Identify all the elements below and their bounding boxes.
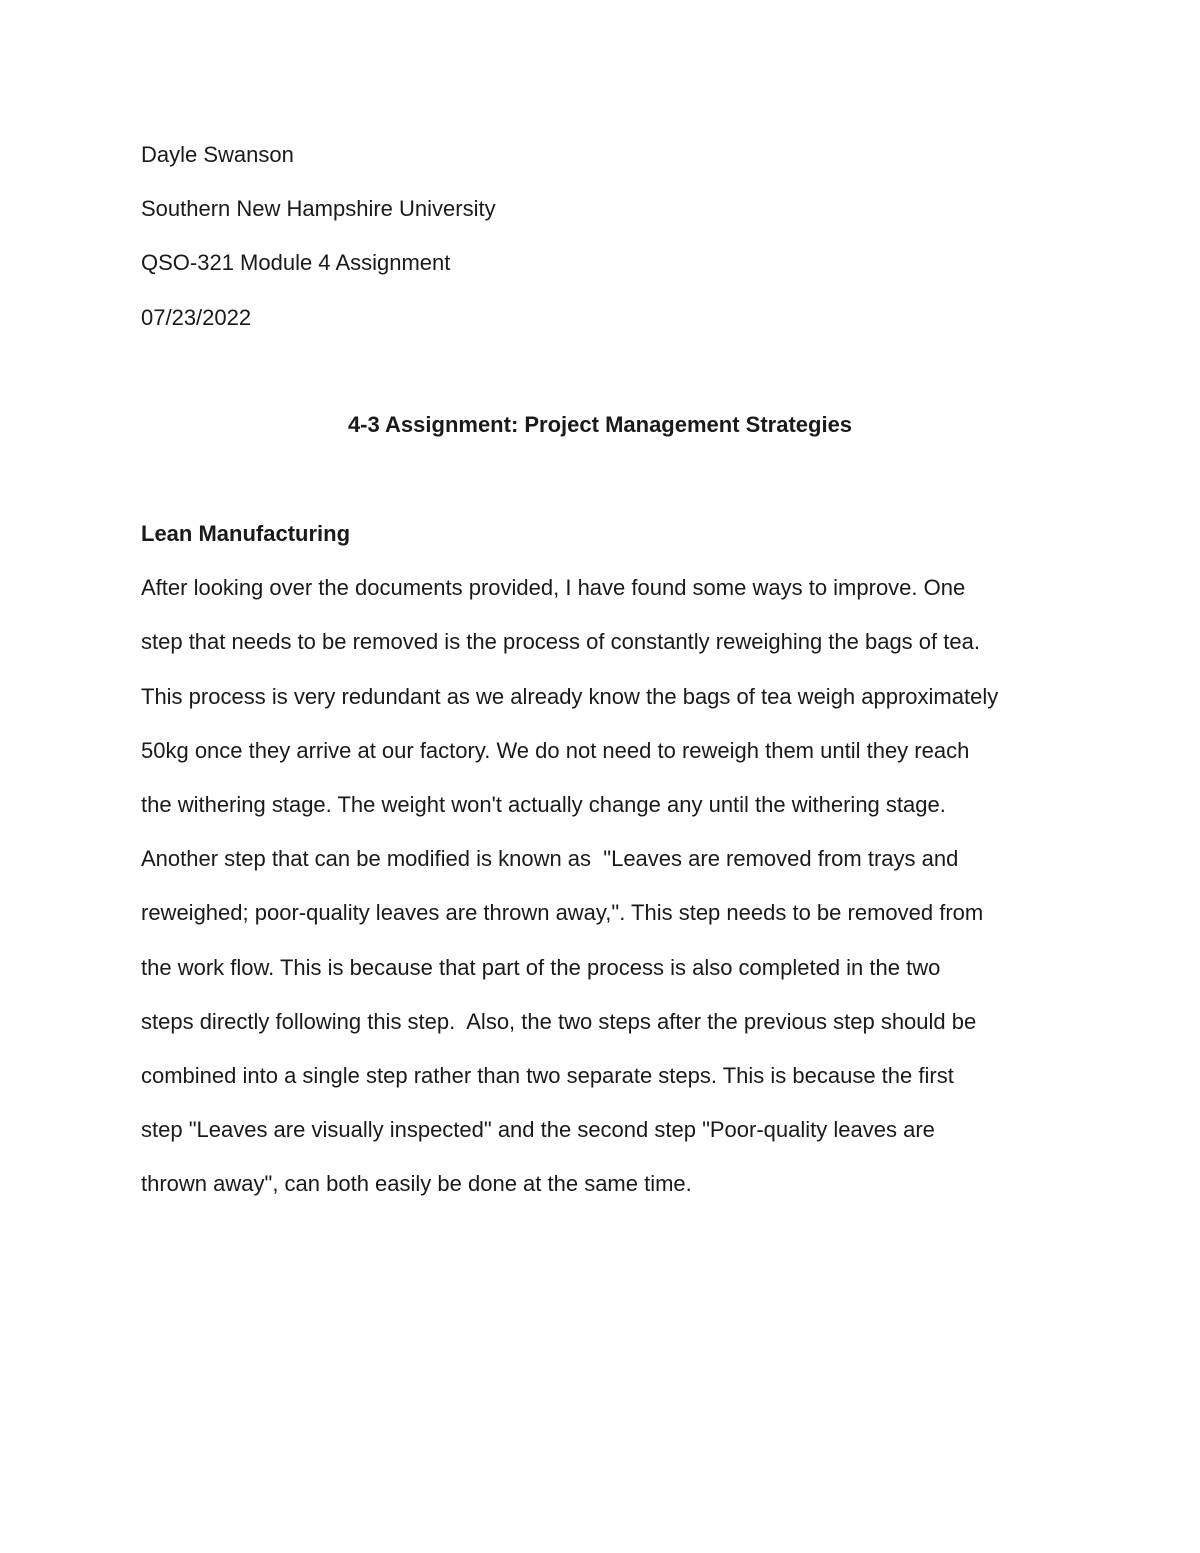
- submission-date: 07/23/2022: [141, 305, 252, 330]
- body-line: the withering stage. The weight won't actually change any until the withering stage.: [141, 792, 946, 817]
- institution-name: Southern New Hampshire University: [141, 196, 496, 221]
- body-line: Another step that can be modified is known as "Leaves are removed from trays and: [141, 846, 959, 871]
- course-name: QSO-321 Module 4 Assignment: [141, 250, 451, 275]
- body-line: reweighed; poor-quality leaves are thrown away,". This step needs to be removed from: [141, 900, 984, 925]
- body-line: step that needs to be removed is the process of constantly reweighing the bags of tea.: [141, 629, 980, 654]
- body-line: combined into a single step rather than two separate steps. This is because the first: [141, 1063, 954, 1088]
- author-name: Dayle Swanson: [141, 142, 294, 167]
- section-heading: Lean Manufacturing: [141, 521, 351, 546]
- document-title: 4-3 Assignment: Project Management Strategies: [347, 412, 853, 437]
- body-line: steps directly following this step. Also, the two steps after the previous step should be: [141, 1009, 977, 1034]
- body-line: 50kg once they arrive at our factory. We do not need to reweigh them until they reach: [141, 738, 970, 763]
- body-line: After looking over the documents provided, I have found some ways to improve. One: [141, 575, 966, 600]
- body-line: the work flow. This is because that part of the process is also completed in the two: [141, 955, 941, 980]
- body-line: step "Leaves are visually inspected" and the second step "Poor-quality leaves are: [141, 1117, 935, 1142]
- body-line: thrown away", can both easily be done at the same time.: [141, 1171, 692, 1196]
- body-line: This process is very redundant as we already know the bags of tea weigh approximately: [141, 684, 999, 709]
